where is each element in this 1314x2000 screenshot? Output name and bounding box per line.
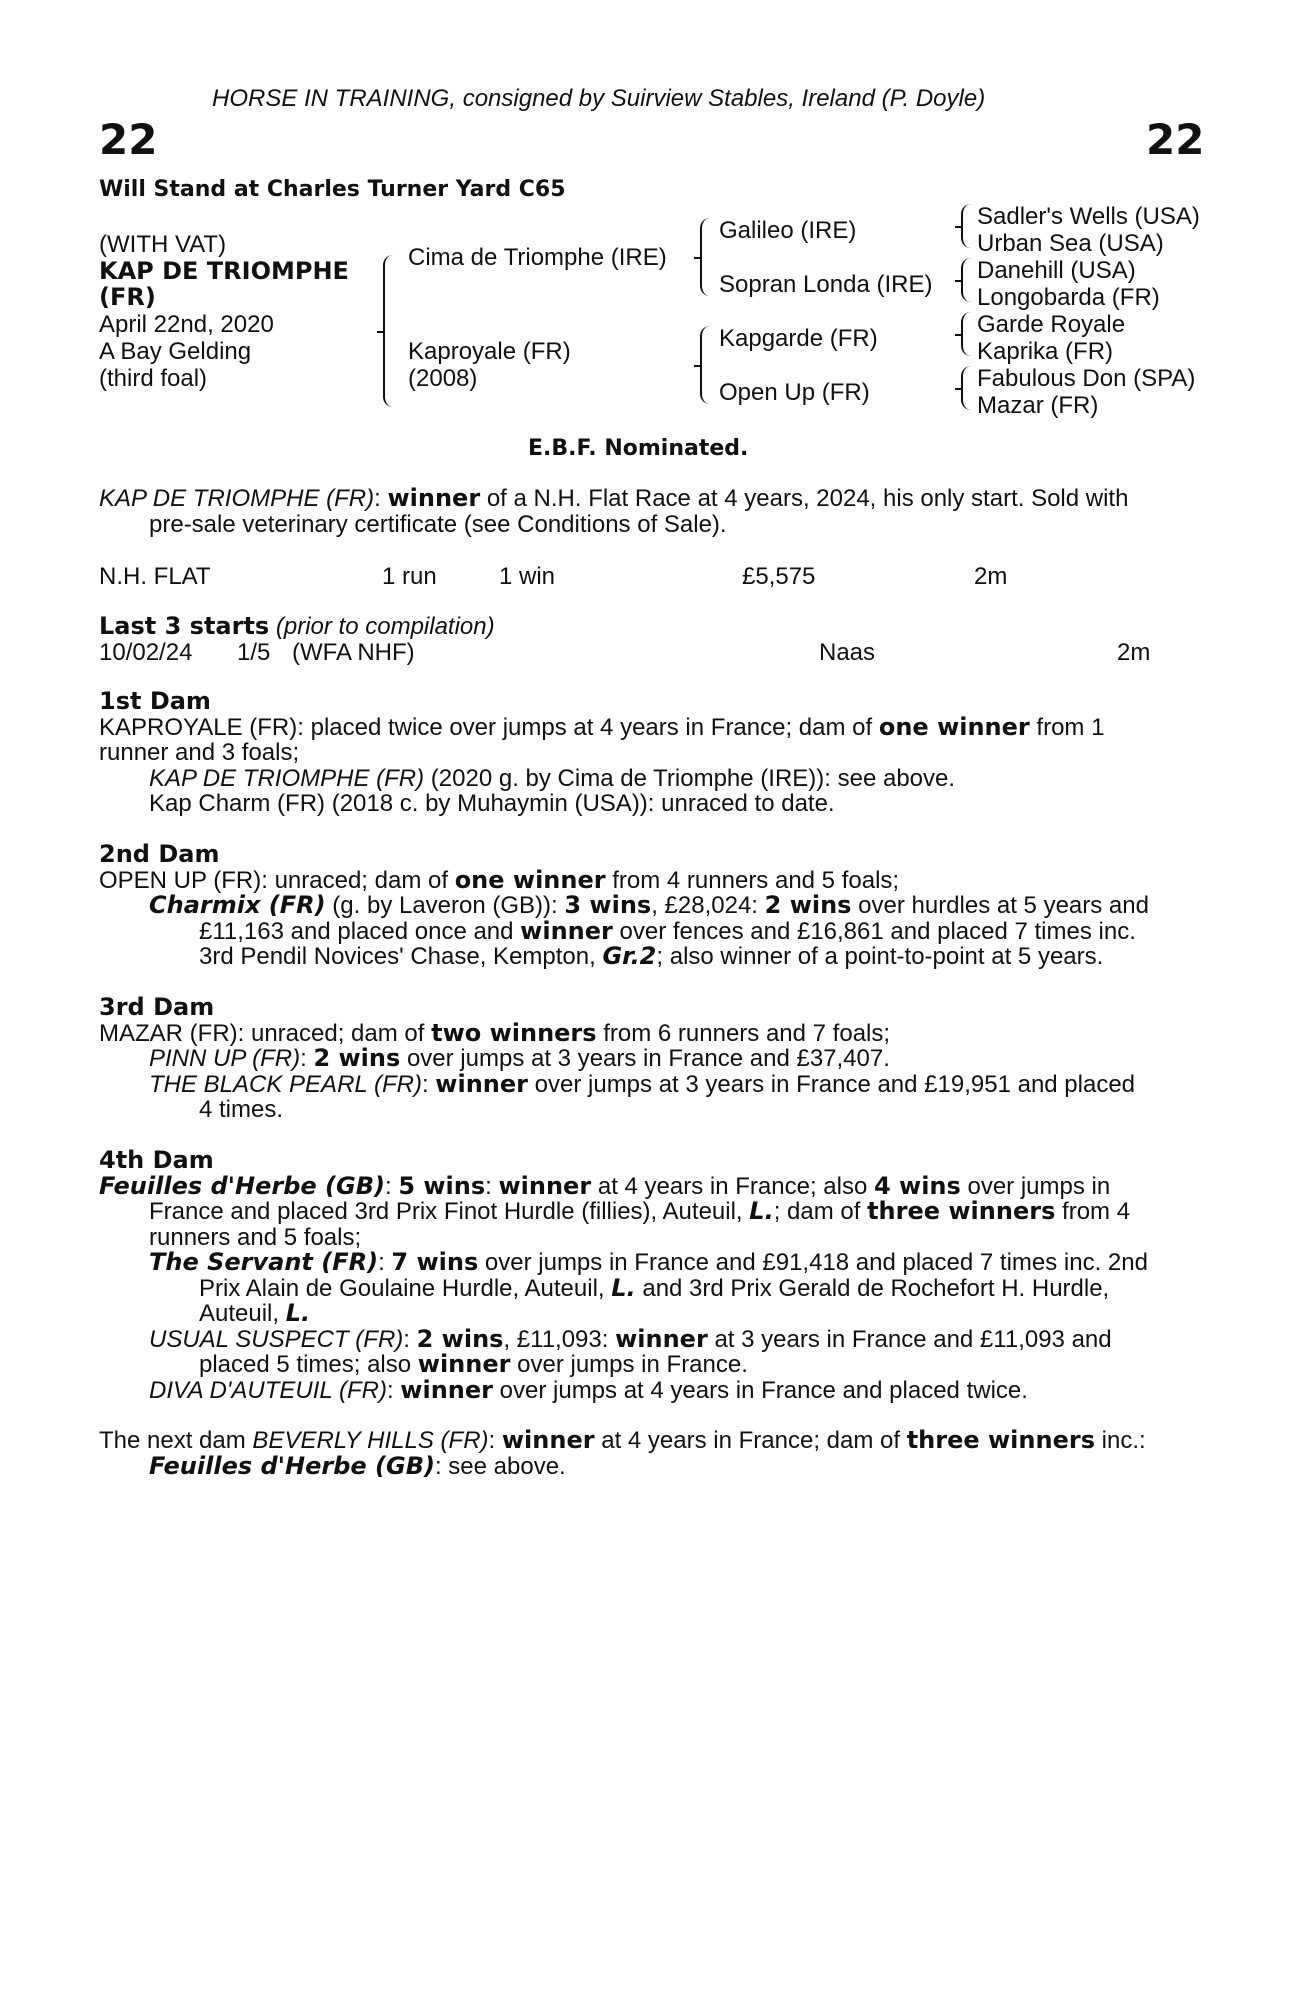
text-bold: winner — [520, 916, 613, 945]
text-bold: two winners — [431, 1018, 597, 1047]
text: 4 times. — [199, 1096, 284, 1123]
pedigree-great-grandparent: Longobarda (FR) — [977, 284, 1160, 311]
pedigree-dam: Kaproyale (FR) — [408, 338, 571, 365]
text: (g. by Laveron (GB)): — [325, 892, 565, 919]
record-distance: 2m — [974, 563, 1008, 590]
text-bold: 4 wins — [873, 1171, 961, 1200]
text-bold: 5 wins — [398, 1171, 486, 1200]
record-type: N.H. FLAT — [99, 563, 211, 590]
grade: L. — [611, 1273, 636, 1302]
text-bold: winner — [501, 1426, 595, 1454]
text: runner and 3 foals; — [99, 739, 300, 766]
progeny-name: PINN UP (FR) — [149, 1045, 301, 1072]
summary-text: : — [374, 485, 388, 512]
text-bold: 3 wins — [564, 891, 652, 919]
text: , £11,093: — [503, 1325, 616, 1353]
text: : — [403, 1325, 417, 1353]
progeny-name: KAP DE TRIOMPHE (FR) — [149, 764, 425, 792]
text: from 4 — [1055, 1198, 1131, 1225]
pedigree-great-grandparent: Fabulous Don (SPA) — [977, 365, 1196, 392]
pedigree-granddam-1: Sopran Londa (IRE) — [719, 271, 933, 298]
pedigree-brace-g1 — [961, 204, 971, 248]
text: placed 5 times; also — [199, 1351, 418, 1378]
pedigree-brace-g2 — [961, 258, 971, 302]
summary-line-2: pre-sale veterinary certificate (see Conditions of Sale). — [149, 510, 727, 538]
text: over jumps at 4 years in France and placed twice. — [492, 1376, 1028, 1404]
text-bold: 7 wins — [391, 1248, 479, 1276]
text: : — [386, 1376, 401, 1404]
text: inc.: — [1094, 1427, 1146, 1454]
text: ; also winner of a point-to-point at 5 years. — [656, 943, 1104, 970]
progeny-name: THE BLACK PEARL (FR) — [149, 1070, 422, 1098]
horse-name: KAP DE TRIOMPHE — [99, 257, 349, 285]
text: KAPROYALE (FR): placed twice over jumps at 4 years in France; dam of — [99, 713, 879, 741]
pedigree-great-grandparent: Mazar (FR) — [977, 392, 1099, 419]
pedigree-brace-dam — [700, 326, 712, 404]
horse-description: A Bay Gelding — [99, 338, 252, 365]
text-bold: winner — [498, 1171, 592, 1200]
section-heading: 2nd Dam — [99, 840, 220, 868]
text: : — [384, 1172, 399, 1200]
grade: Gr.2 — [602, 942, 657, 970]
horse-summary — [99, 486, 1128, 537]
text: (2020 g. by Cima de Triomphe (IRE)): see above. — [424, 764, 956, 792]
text: over jumps at 3 years in France and £19,951 and placed — [527, 1070, 1136, 1098]
text: over jumps in — [960, 1172, 1111, 1200]
last-starts-heading: Last 3 starts — [99, 612, 270, 640]
consignment-line: HORSE IN TRAINING, consigned by Suirview Stables, Ireland (P. Doyle) — [212, 85, 986, 112]
text: : — [488, 1427, 502, 1454]
pedigree-great-grandparent: Garde Royale — [977, 311, 1126, 338]
text: over jumps in France and £91,418 and placed 7 times inc. 2nd — [478, 1249, 1148, 1276]
text: The next dam — [99, 1427, 253, 1454]
horse-dob: April 22nd, 2020 — [99, 311, 274, 338]
text: over fences and £16,861 and placed 7 times inc. — [612, 917, 1136, 945]
text: : — [300, 1045, 314, 1072]
record-wins: 1 win — [499, 563, 556, 590]
text: : — [378, 1249, 392, 1276]
text: at 4 years in France; dam of — [594, 1427, 907, 1454]
text: France and placed 3rd Prix Finot Hurdle (fillies), Auteuil, — [149, 1198, 750, 1225]
ebf-nominated: E.B.F. Nominated. — [528, 436, 749, 461]
text-bold: winner — [615, 1324, 708, 1353]
pedigree-sire: Cima de Triomphe (IRE) — [408, 244, 667, 271]
horse-name-suffix: (FR) — [99, 283, 156, 311]
pedigree-brace-sire — [700, 218, 712, 296]
section-heading: 1st Dam — [99, 687, 211, 715]
start-position: 1/5 — [237, 639, 271, 666]
text-bold: winner — [417, 1350, 511, 1378]
section-heading: 4th Dam — [99, 1146, 214, 1174]
text: at 3 years in France and £11,093 and — [707, 1325, 1112, 1353]
text: ; dam of — [773, 1198, 868, 1225]
pedigree-dam-year: (2008) — [408, 365, 478, 392]
text: : — [421, 1070, 436, 1098]
text: and 3rd Prix Gerald de Rochefort H. Hurdle, — [635, 1274, 1110, 1302]
pedigree-great-grandparent: Urban Sea (USA) — [977, 230, 1164, 257]
pedigree-great-grandparent: Danehill (USA) — [977, 257, 1136, 284]
start-race: (WFA NHF) — [292, 639, 415, 666]
section-heading: 3rd Dam — [99, 993, 215, 1021]
summary-horse-name: KAP DE TRIOMPHE (FR) — [99, 485, 375, 512]
text: from 1 — [1029, 713, 1105, 741]
text-bold: three winners — [867, 1197, 1056, 1225]
dam-name: Feuilles d'Herbe (GB) — [99, 1171, 385, 1200]
progeny-name: The Servant (FR) — [149, 1248, 379, 1276]
text: OPEN UP (FR): unraced; dam of — [99, 866, 455, 894]
lot-number-left: 22 — [99, 115, 158, 164]
text: over hurdles at 5 years and — [851, 892, 1149, 919]
text: over jumps at 3 years in France and £37,407. — [400, 1045, 890, 1072]
start-date: 10/02/24 — [99, 639, 193, 666]
text-bold: 2 wins — [764, 891, 852, 919]
next-dam — [99, 1428, 1146, 1479]
start-distance: 2m — [1117, 639, 1151, 666]
lot-number-right: 22 — [1146, 115, 1205, 164]
pedigree-brace-main — [383, 255, 395, 407]
dam-section-3 — [99, 995, 1135, 1123]
text-bold: three winners — [906, 1426, 1095, 1454]
dam-section-2 — [99, 842, 1149, 970]
text-bold: winner — [400, 1375, 493, 1404]
pedigree-grandsire-2: Kapgarde (FR) — [719, 325, 878, 352]
pedigree-granddam-2: Open Up (FR) — [719, 379, 870, 406]
record-earnings: £5,575 — [742, 563, 816, 590]
text-bold: 2 wins — [313, 1044, 401, 1072]
text: Auteuil, — [199, 1300, 286, 1327]
text-bold: winner — [435, 1069, 528, 1098]
vat-label: (WITH VAT) — [99, 231, 227, 258]
text: , £28,024: — [651, 892, 765, 919]
text: 3rd Pendil Novices' Chase, Kempton, — [199, 943, 603, 970]
progeny-name: USUAL SUSPECT (FR) — [149, 1325, 404, 1353]
progeny-name: Charmix (FR) — [149, 891, 326, 919]
progeny-name: Feuilles d'Herbe (GB) — [149, 1451, 435, 1480]
text-bold: one winner — [454, 865, 606, 894]
grade: L. — [285, 1299, 311, 1327]
text: : see above. — [434, 1452, 566, 1480]
location-line: Will Stand at Charles Turner Yard C65 — [99, 177, 566, 202]
progeny-name: DIVA D'AUTEUIL (FR) — [149, 1376, 387, 1404]
pedigree-brace-g3 — [961, 312, 971, 356]
text: £11,163 and placed once and — [199, 917, 521, 945]
text: Prix Alain de Goulaine Hurdle, Auteuil, — [199, 1274, 612, 1302]
pedigree-brace-g4 — [961, 366, 971, 410]
grade: L. — [749, 1197, 774, 1225]
pedigree-grandsire-1: Galileo (IRE) — [719, 217, 857, 244]
horse-foal: (third foal) — [99, 365, 208, 392]
text: at 4 years in France; also — [591, 1172, 874, 1200]
summary-winner: winner — [387, 484, 481, 512]
record-runs: 1 run — [382, 563, 437, 590]
progeny-line: Kap Charm (FR) (2018 c. by Muhaymin (USA)): unraced to date. — [149, 790, 835, 817]
text-bold: one winner — [878, 712, 1030, 741]
summary-text: of a N.H. Flat Race at 4 years, 2024, his only start. Sold with — [480, 485, 1129, 512]
text: : — [485, 1172, 499, 1200]
start-course: Naas — [819, 639, 876, 666]
text: MAZAR (FR): unraced; dam of — [99, 1019, 432, 1047]
last-starts-note: (prior to compilation) — [269, 613, 495, 640]
dam-section-4 — [99, 1148, 1148, 1403]
text-bold: 2 wins — [416, 1324, 504, 1353]
text: from 6 runners and 7 foals; — [596, 1019, 891, 1047]
text: from 4 runners and 5 foals; — [605, 866, 900, 894]
pedigree-great-grandparent: Kaprika (FR) — [977, 338, 1114, 365]
pedigree-great-grandparent: Sadler's Wells (USA) — [977, 203, 1200, 230]
text: runners and 5 foals; — [149, 1223, 362, 1251]
dam-section-1 — [99, 689, 1104, 817]
dam-name: BEVERLY HILLS (FR) — [252, 1427, 489, 1454]
text: over jumps in France. — [510, 1351, 748, 1378]
